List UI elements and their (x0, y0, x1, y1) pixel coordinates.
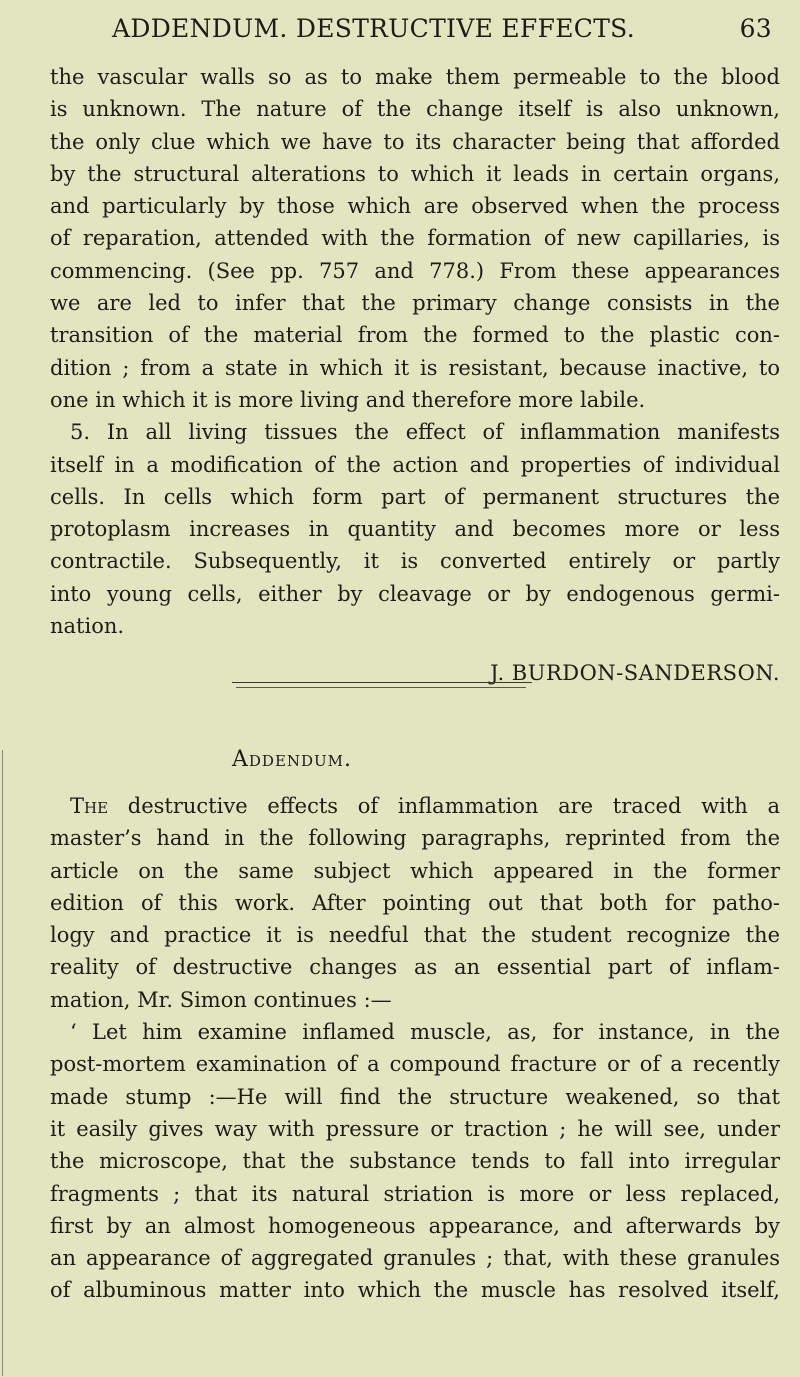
text-line: commencing. (See pp. 757 and 778.) From these appearances (50, 258, 780, 283)
text-line: nation. (50, 614, 125, 639)
text-line: and particularly by those which are observed when the process (50, 194, 780, 219)
text-line: article on the same subject which appeared in the former (50, 858, 780, 883)
text-line: by the structural alterations to which it leads in certain organs, (50, 161, 780, 186)
addendum-paragraph (50, 790, 780, 1016)
text-line: logy and practice it is needful that the student recognize the (50, 923, 780, 948)
text-line: 5. In all living tissues the effect of inflammation manifests (70, 420, 780, 445)
text-line: one in which it is more living and therefore more labile. (50, 387, 646, 412)
text-line: it easily gives way with pressure or traction ; he will see, under (50, 1116, 780, 1141)
page-number: 63 (739, 14, 772, 43)
paragraph-numbered-5 (50, 416, 780, 642)
text-line: made stump :—He will find the structure weakened, so that (50, 1084, 780, 1109)
text-line: the vascular walls so as to make them permeable to the blood (50, 65, 780, 89)
text-line: mation, Mr. Simon continues :— (50, 987, 392, 1012)
text-line: transition of the material from the formed to the plastic con- (50, 323, 780, 348)
text-line: post-mortem examination of a compound fracture or of a recently (50, 1052, 780, 1077)
running-title: ADDENDUM. DESTRUCTIVE EFFECTS. (112, 14, 635, 43)
text-line: fragments ; that its natural striation is more or less replaced, (50, 1181, 780, 1206)
text-line (50, 790, 780, 822)
section-divider (232, 682, 532, 683)
binding-edge-shadow (2, 750, 3, 1376)
paragraph-continued (50, 61, 780, 416)
section-divider-inner (236, 687, 526, 688)
text-line: contractile. Subsequently, it is converted entirely or partly (50, 549, 780, 574)
text-line: edition of this work. After pointing out that both for patho- (50, 890, 780, 915)
running-header (112, 14, 772, 50)
text-line: into young cells, either by cleavage or by endogenous germi- (50, 581, 780, 606)
text-line: reality of destructive changes as an essential part of inflam- (50, 955, 780, 980)
text-line: the only clue which we have to its character being that afforded (50, 129, 780, 154)
text-line: is unknown. The nature of the change itself is also unknown, (50, 97, 780, 122)
text-line: protoplasm increases in quantity and becomes more or less (50, 517, 780, 542)
section-heading: Addendum. (232, 747, 353, 772)
body-text-addendum (50, 790, 780, 1307)
text-line: an appearance of aggregated granules ; that, with these granules (50, 1246, 780, 1271)
text-line: of reparation, attended with the formation of new capillaries, is (50, 226, 780, 251)
text-line: the microscope, that the substance tends to fall into irregular (50, 1149, 780, 1174)
text-line: ‘ Let him examine inflamed muscle, as, for instance, in the (70, 1020, 780, 1045)
text-line: first by an almost homogeneous appearance, and afterwards by (50, 1213, 780, 1238)
quoted-paragraph (50, 1016, 780, 1307)
text-line: cells. In cells which form part of permanent structures the (50, 484, 780, 509)
author-signature: J. BURDON-SANDERSON. (490, 661, 780, 685)
text-line: dition ; from a state in which it is resistant, because inactive, to (50, 355, 780, 380)
body-text-upper (50, 61, 780, 685)
text-line: itself in a modification of the action and properties of individual (50, 452, 780, 477)
lead-word: The (70, 794, 109, 818)
text-line: of albuminous matter into which the muscle has resolved itself, (50, 1278, 780, 1303)
text-line: we are led to infer that the primary change consists in the (50, 291, 780, 316)
text-line: master’s hand in the following paragraphs, reprinted from the (50, 826, 780, 851)
text-line-rest: destructive effects of inflammation are traced with a (108, 794, 780, 818)
